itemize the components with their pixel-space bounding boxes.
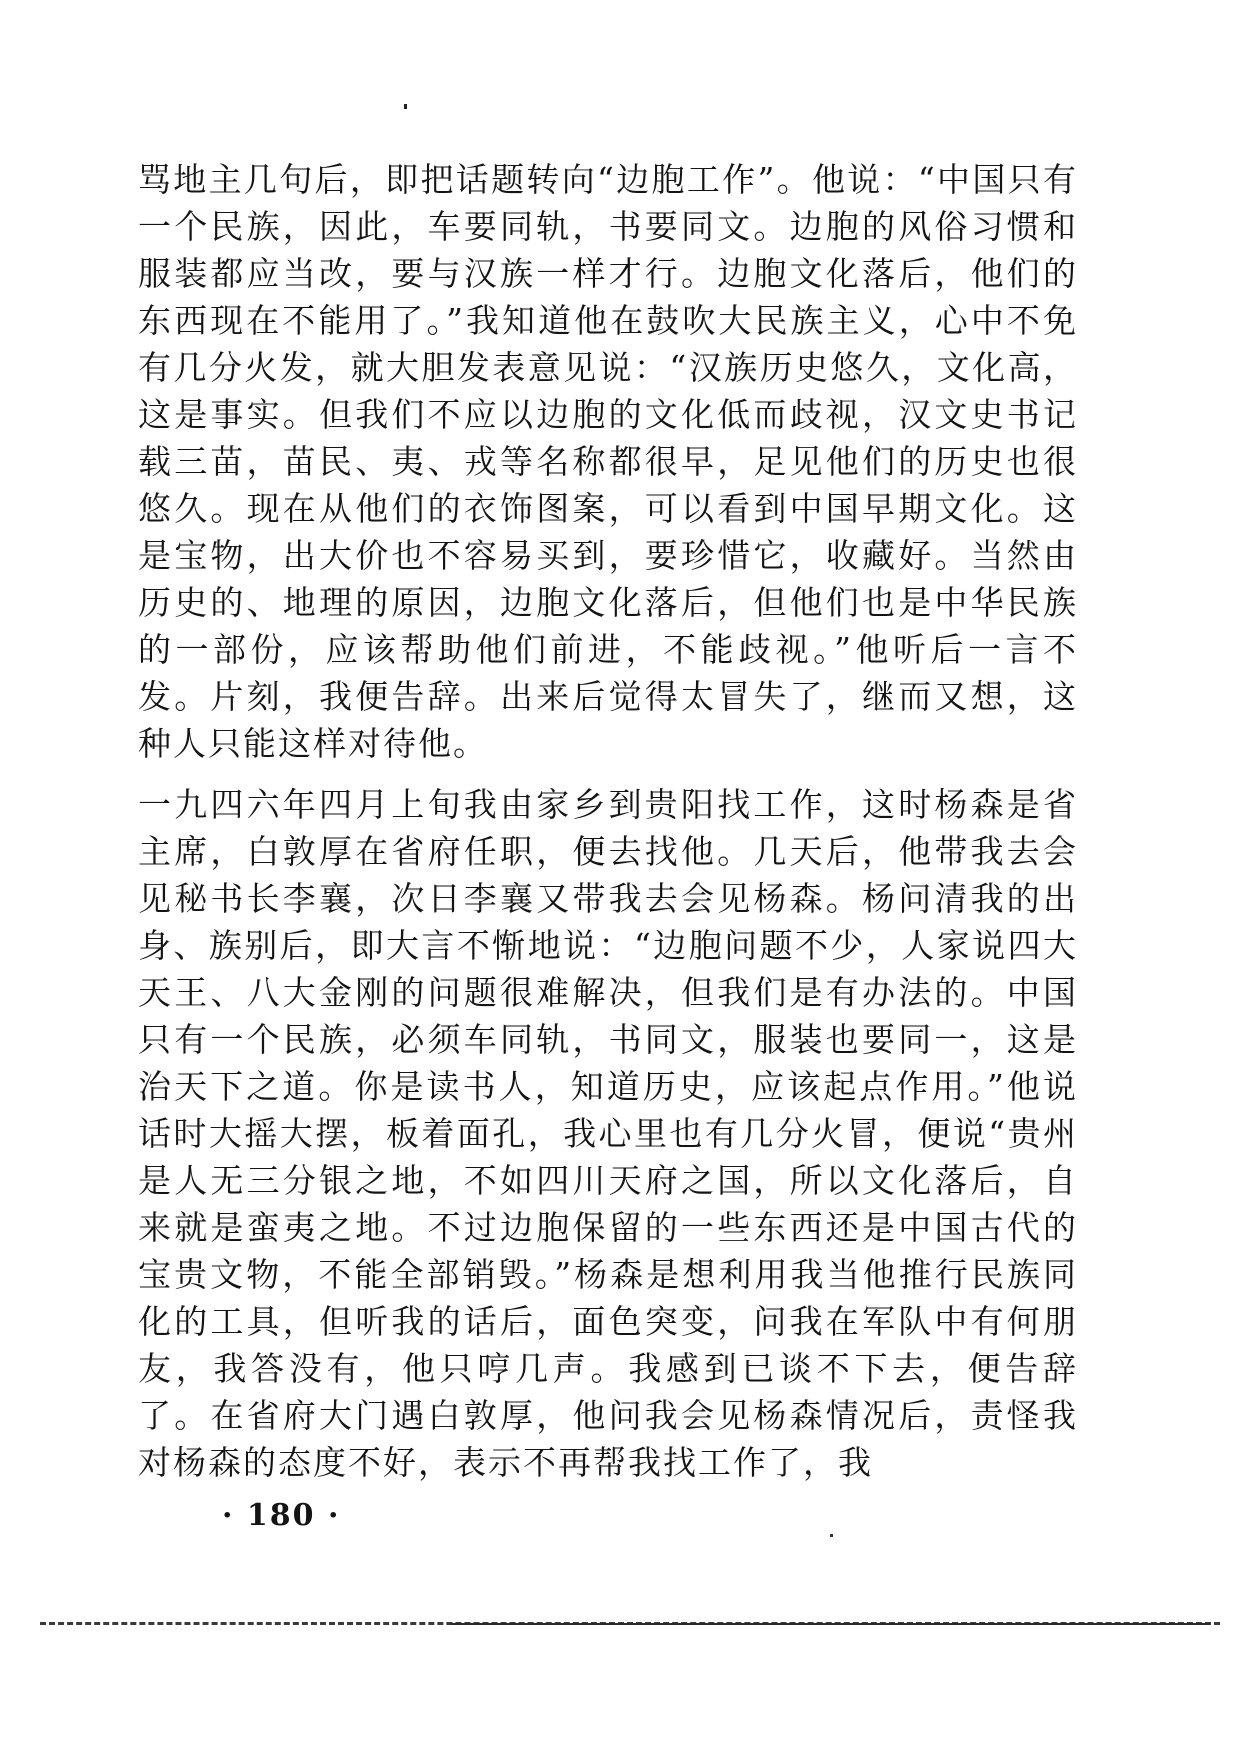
page-number: · 180 · [222,1498,341,1533]
body-text [138,156,1078,1486]
print-speck [404,104,407,109]
print-speck [830,1534,833,1537]
paragraph-2: 一九四六年四月上旬我由家乡到贵阳找工作，这时杨森是省主席，白敦厚在省府任职，便去找他。几天后，他带我去会见秘书长李襄，次日李襄又带我去会见杨森。杨问清我的出身、族别后，即大言不惭地说：“边胞问题不少，人家说四大天王、八大金刚的问题很难解决，但我们是有办法的。中国只有一个民族，必须车同轨，书同文，服装也要同一，这是治天下之道。你是读书人，知道历史，应该起点作用。”他说话时大摇大摆，板着面孔，我心里也有几分火冒，便说“贵州是人无三分银之地，不如四川天府之国，所以文化落后，自来就是蛮夷之地。不过边胞保留的一些东西还是中国古代的宝贵文物，不能全部销毁。”杨森是想利用我当他推行民族同化的工具，但听我的话后，面色突变，问我在军队中有何朋友，我答没有，他只哼几声。我感到已谈不下去，便告辞了。在省府大门遇白敦厚，他问我会见杨森情况后，责怪我对杨森的态度不好，表示不再帮我找工作了，我 [138,785,1078,1482]
scan-edge-line-solid [450,1623,1210,1625]
paragraph-1: 骂地主几句后，即把话题转向“边胞工作”。他说：“中国只有一个民族，因此，车要同轨，书要同文。边胞的风俗习惯和服装都应当改，要与汉族一样才行。边胞文化落后，他们的东西现在不能用了。”我知道他在鼓吹大民族主义，心中不免有几分火发，就大胆发表意见说：“汉族历史悠久，文化高，这是事实。但我们不应以边胞的文化低而歧视，汉文史书记载三苗，苗民、夷、戎等名称都很早，足见他们的历史也很悠久。现在从他们的衣饰图案，可以看到中国早期文化。这是宝物，出大价也不容易买到，要珍惜它，收藏好。当然由历史的、地理的原因，边胞文化落后，但他们也是中华民族的一部份，应该帮助他们前进，不能歧视。”他听后一言不发。片刻，我便告辞。出来后觉得太冒失了，继而又想，这种人只能这样对待他。 [138,160,1078,763]
